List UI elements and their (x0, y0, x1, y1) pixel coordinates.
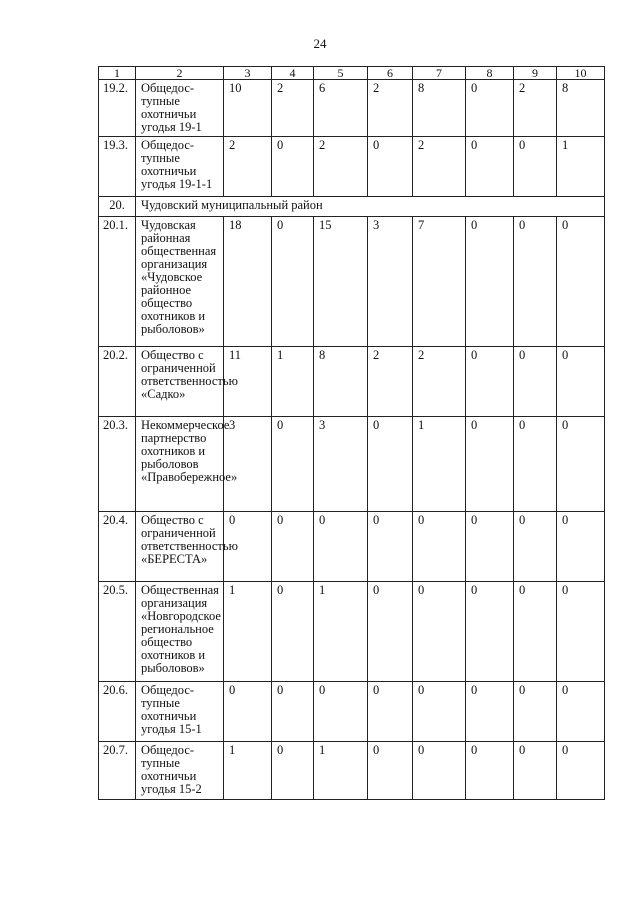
value-cell: 1 (314, 582, 368, 682)
value-cell: 0 (514, 137, 557, 197)
row-number: 20.5. (99, 582, 136, 682)
value-cell: 3 (224, 417, 272, 512)
region-name: Чудовский муниципальный район (136, 197, 605, 217)
value-cell: 0 (413, 512, 466, 582)
organization-name: Общедос- тупные охотничьи угодья 19-1-1 (136, 137, 224, 197)
row-number: 19.3. (99, 137, 136, 197)
value-cell: 2 (224, 137, 272, 197)
header-cell: 4 (272, 67, 314, 80)
organization-name: Общественная организация «Новгородское региональное общество охотников и рыболовов» (136, 582, 224, 682)
row-number: 20.1. (99, 217, 136, 347)
value-cell: 2 (368, 80, 413, 137)
row-number: 20.7. (99, 742, 136, 800)
value-cell: 0 (514, 512, 557, 582)
value-cell: 0 (557, 682, 605, 742)
value-cell: 3 (314, 417, 368, 512)
value-cell: 0 (368, 137, 413, 197)
page-number: 24 (313, 36, 327, 51)
header-cell: 7 (413, 67, 466, 80)
header-cell: 5 (314, 67, 368, 80)
value-cell: 0 (368, 682, 413, 742)
value-cell: 6 (314, 80, 368, 137)
value-cell: 1 (224, 582, 272, 682)
value-cell: 0 (466, 137, 514, 197)
organization-name: Общедос- тупные охотничьи угодья 15-1 (136, 682, 224, 742)
value-cell: 10 (224, 80, 272, 137)
header-cell: 6 (368, 67, 413, 80)
value-cell: 1 (224, 742, 272, 800)
row-number: 20.2. (99, 347, 136, 417)
value-cell: 1 (413, 417, 466, 512)
value-cell: 0 (514, 742, 557, 800)
organization-name: Чудовская районная общественная организация «Чудовское районное общество охотников и рыболовов» (136, 217, 224, 347)
region-row (99, 197, 605, 217)
value-cell: 0 (314, 512, 368, 582)
value-cell: 2 (368, 347, 413, 417)
value-cell: 0 (272, 217, 314, 347)
value-cell: 1 (557, 137, 605, 197)
value-cell: 2 (314, 137, 368, 197)
value-cell: 2 (272, 80, 314, 137)
header-cell: 8 (466, 67, 514, 80)
value-cell: 8 (557, 80, 605, 137)
value-cell: 0 (272, 137, 314, 197)
value-cell: 15 (314, 217, 368, 347)
value-cell: 0 (557, 582, 605, 682)
table-row (99, 217, 605, 347)
organization-name: Некоммерческое партнерство охотников и рыболовов «Правобережное» (136, 417, 224, 512)
value-cell: 18 (224, 217, 272, 347)
value-cell: 8 (413, 80, 466, 137)
table-row (99, 512, 605, 582)
table-row (99, 582, 605, 682)
column-number-header (99, 67, 605, 80)
header-cell: 3 (224, 67, 272, 80)
value-cell: 0 (466, 742, 514, 800)
value-cell: 1 (272, 347, 314, 417)
table-row (99, 682, 605, 742)
value-cell: 0 (272, 417, 314, 512)
organization-name: Общедос- тупные охотничьи угодья 19-1 (136, 80, 224, 137)
value-cell: 0 (466, 80, 514, 137)
value-cell: 0 (557, 347, 605, 417)
row-number: 20.4. (99, 512, 136, 582)
value-cell: 0 (466, 582, 514, 682)
value-cell: 0 (224, 682, 272, 742)
row-number: 20.3. (99, 417, 136, 512)
value-cell: 0 (368, 742, 413, 800)
value-cell: 7 (413, 217, 466, 347)
header-cell: 10 (557, 67, 605, 80)
value-cell: 11 (224, 347, 272, 417)
value-cell: 0 (368, 582, 413, 682)
row-number: 20. (99, 197, 136, 217)
value-cell: 0 (466, 512, 514, 582)
value-cell: 2 (514, 80, 557, 137)
value-cell: 0 (272, 682, 314, 742)
value-cell: 0 (224, 512, 272, 582)
header-cell: 2 (136, 67, 224, 80)
value-cell: 0 (514, 347, 557, 417)
value-cell: 0 (272, 742, 314, 800)
value-cell: 0 (514, 582, 557, 682)
table-row (99, 80, 605, 137)
organization-name: Общедос- тупные охотничьи угодья 15-2 (136, 742, 224, 800)
value-cell: 0 (466, 347, 514, 417)
row-number: 20.6. (99, 682, 136, 742)
hunting-grounds-table (98, 66, 605, 800)
value-cell: 0 (557, 217, 605, 347)
header-cell: 9 (514, 67, 557, 80)
value-cell: 0 (368, 417, 413, 512)
value-cell: 0 (272, 582, 314, 682)
table-row (99, 417, 605, 512)
value-cell: 0 (413, 742, 466, 800)
value-cell: 1 (314, 742, 368, 800)
organization-name: Общество с ограниченной ответственностью «Садко» (136, 347, 224, 417)
value-cell: 0 (314, 682, 368, 742)
value-cell: 0 (514, 217, 557, 347)
value-cell: 8 (314, 347, 368, 417)
value-cell: 2 (413, 347, 466, 417)
table-row (99, 347, 605, 417)
table-row (99, 742, 605, 800)
table-row (99, 137, 605, 197)
value-cell: 0 (557, 742, 605, 800)
value-cell: 0 (466, 217, 514, 347)
value-cell: 0 (272, 512, 314, 582)
value-cell: 3 (368, 217, 413, 347)
value-cell: 0 (514, 417, 557, 512)
value-cell: 2 (413, 137, 466, 197)
value-cell: 0 (413, 682, 466, 742)
value-cell: 0 (368, 512, 413, 582)
value-cell: 0 (466, 417, 514, 512)
value-cell: 0 (514, 682, 557, 742)
value-cell: 0 (557, 512, 605, 582)
value-cell: 0 (413, 582, 466, 682)
row-number: 19.2. (99, 80, 136, 137)
value-cell: 0 (557, 417, 605, 512)
organization-name: Общество с ограниченной ответственностью «БЕРЕСТА» (136, 512, 224, 582)
value-cell: 0 (466, 682, 514, 742)
header-cell: 1 (99, 67, 136, 80)
